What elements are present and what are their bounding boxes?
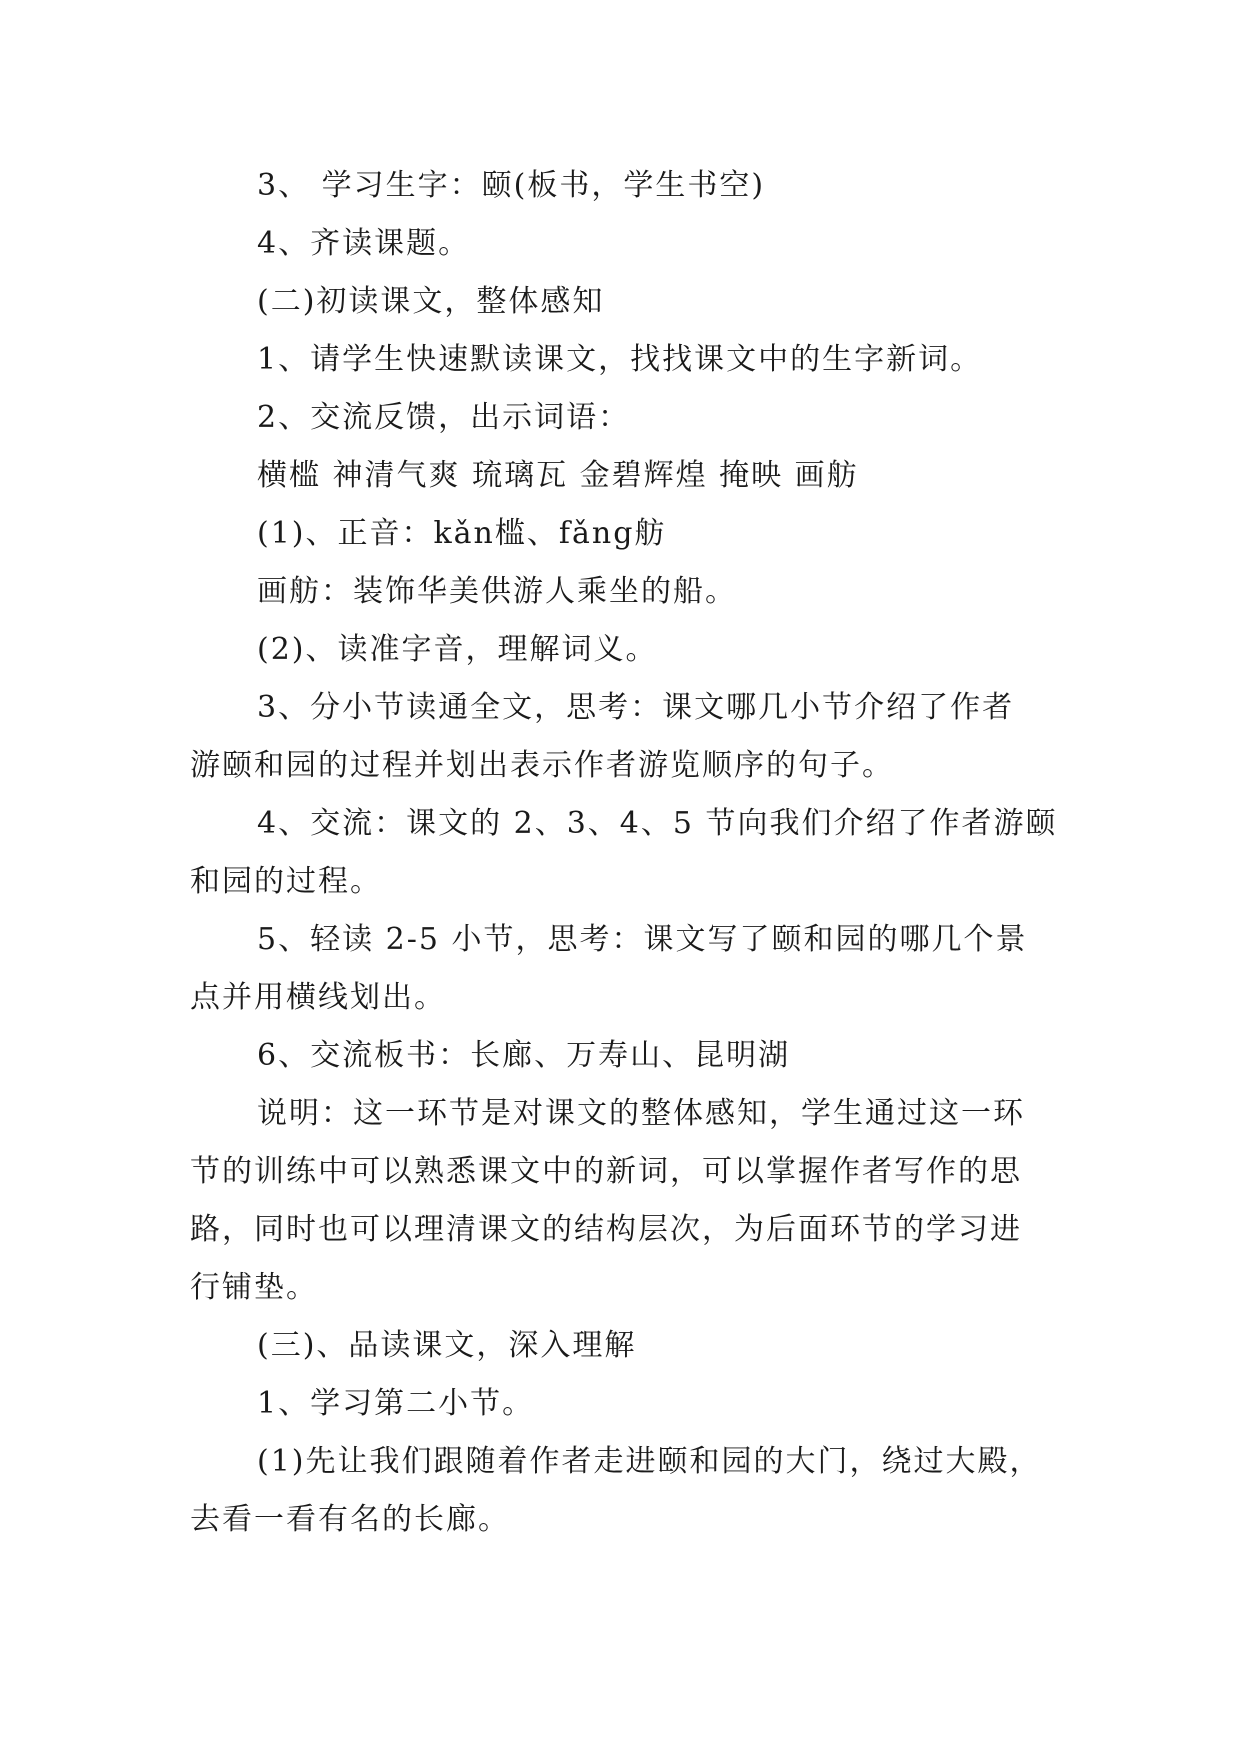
text-line: (二)初读课文，整体感知 xyxy=(257,284,605,319)
text-line: (1)先让我们跟随着作者走进颐和园的大门，绕过大殿， xyxy=(257,1444,1042,1479)
text-line: 去看一看有名的长廊。 xyxy=(190,1502,510,1537)
text-line: 游颐和园的过程并划出表示作者游览顺序的句子。 xyxy=(190,748,894,783)
text-line: 6、交流板书：长廊、万寿山、昆明湖 xyxy=(257,1038,791,1073)
text-line: (2)、读准字音，理解词义。 xyxy=(257,632,658,667)
text-line: 2、交流反馈，出示词语： xyxy=(257,400,631,435)
text-line: 1、学习第二小节。 xyxy=(257,1386,535,1421)
text-line: 画舫：装饰华美供游人乘坐的船。 xyxy=(257,574,737,609)
text-line: 行铺垫。 xyxy=(190,1270,318,1305)
text-line: 横槛 神清气爽 琉璃瓦 金碧辉煌 掩映 画舫 xyxy=(257,458,859,493)
text-line: 3、分小节读通全文，思考：课文哪几小节介绍了作者 xyxy=(257,690,1015,725)
text-line: (1)、正音：kǎn槛、fǎng舫 xyxy=(257,516,667,551)
text-line: (三)、品读课文，深入理解 xyxy=(257,1328,637,1363)
text-line: 4、交流：课文的 2、3、4、5 节向我们介绍了作者游颐 xyxy=(257,806,1058,841)
text-line: 5、轻读 2-5 小节，思考：课文写了颐和园的哪几个景 xyxy=(257,922,1028,957)
text-line: 路，同时也可以理清课文的结构层次，为后面环节的学习进 xyxy=(190,1212,1022,1247)
text-line: 1、请学生快速默读课文，找找课文中的生字新词。 xyxy=(257,342,983,377)
text-line: 和园的过程。 xyxy=(190,864,382,899)
text-line: 3、 学习生字：颐(板书，学生书空) xyxy=(257,168,766,203)
text-line: 4、齐读课题。 xyxy=(257,226,471,261)
text-line: 节的训练中可以熟悉课文中的新词，可以掌握作者写作的思 xyxy=(190,1154,1022,1189)
text-line: 说明：这一环节是对课文的整体感知，学生通过这一环 xyxy=(257,1096,1025,1131)
text-line: 点并用横线划出。 xyxy=(190,980,446,1015)
